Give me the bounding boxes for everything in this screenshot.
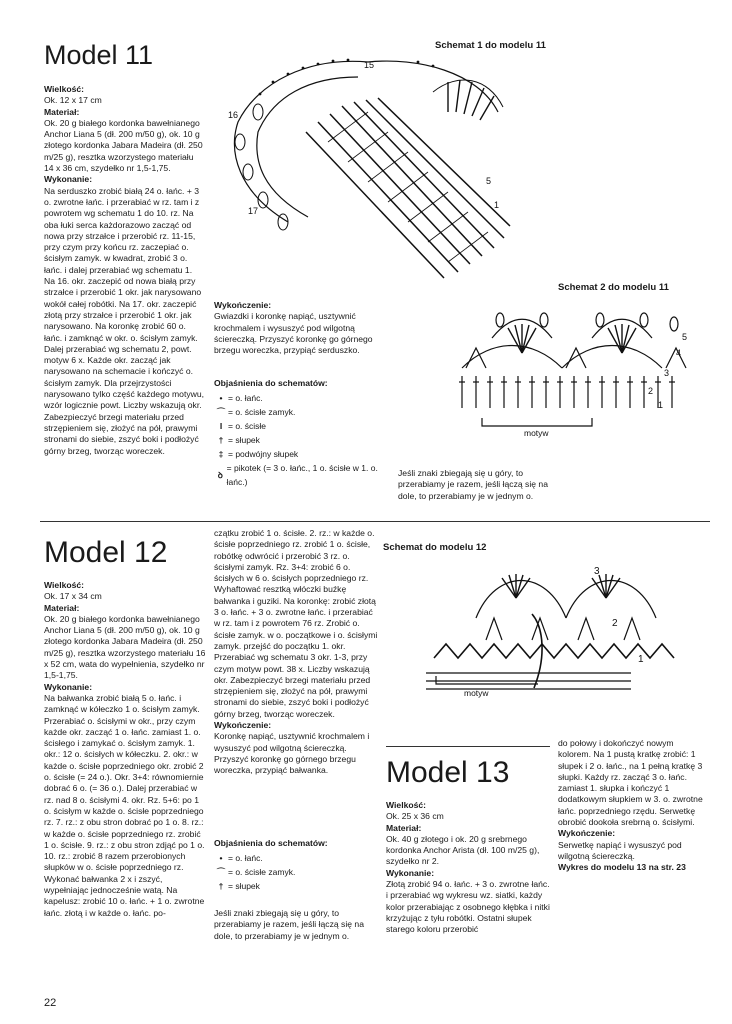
svg-text:16: 16 [228,110,239,120]
section-heading: Materiał: [386,822,422,833]
legend-symbol-icon: ‡ [218,449,224,460]
model11-note: Jeśli znaki zbiegają się u góry, to przerabiamy je razem, jeśli łączą się na dole, to przerabiamy je w jednym o. [398,468,548,501]
legend-row [214,865,384,879]
paragraph: Ok. 40 g złotego i ok. 20 g srebrnego kordonka Anchor Arista (dł. 100 m/25 g), szydełko nr 2. [386,833,540,867]
schema12-motyw-label: motyw [464,688,489,698]
model11-instructions [44,84,204,457]
model12-instructions-col2 [214,528,378,777]
section-divider [40,521,710,522]
legend-row [214,879,384,893]
model13-divider [386,746,550,747]
model13-instructions-col2 [558,738,708,874]
model11-title: Model 11 [44,40,154,70]
paragraph: Ok. 20 g białego kordonka bawełnianego Anchor Liana 5 (dł. 200 m/50 g), ok. 10 g złotego kordonka Jabara Madeira (dł. 250 m/25 g), resztka wzorzystego materiału 16 x 52 cm, wata do wypełnienia, szydełko nr 1,5-1,75. [44,613,206,681]
schema2-lace-chart [452,298,702,438]
paragraph: Serwetkę napiąć i wysuszyć pod wilgotną ściereczką. [558,839,682,861]
legend-symbol-icon: • [219,853,223,864]
legend-text: = o. ścisłe zamyk. [228,867,296,878]
model12-note: Jeśli znaki zbiegają się u góry, to przerabiamy je razem, jeśli łączą się na dole, to przerabiamy je w jednym o. [214,908,364,941]
paragraph: Na bałwanka zrobić białą 5 o. łańc. i zamknąć w kółeczko 1 o. ścisłym zamyk. Przerabiać o. ścisłymi w okr., przy czym każde okr. zacząć 1 o. łańc. zamiast 1. o. ścisłego i zamykać o. ścisłym zamyk. 1. okr.: 12 o. ścisłych w kółeczku. 2. okr.: w każde o. ścisłe poprzedniego okr. zrobić 2 o. ścisłe (= 24 o.). Okr. 3+4: równomiernie dobrać 6 o. (= 36 o.). Dalej przerabiać w rz. nad 8 o. ścisłymi 4. okr. Rz. 5+6: po 1 o. ścisłym w każde o. ścisłe poprzedniego rz. 7. rz.: z obu stron dobrać po 1 o. 8. rz.: w każde o. ścisłe poprzedniego rz. zrobić 1 o. ścisłe. 9. rz.: z obu stron zdjąć po 1 o. 10. rz.: zrobić 8 razem przerobionych słupków w o. ścisłe poprzedniego rz. Wykonać bałwanka 2 x i zszyć, wypełniając jednocześnie watą. Na kapelusz: zrobić 10 o. łańc. + 1 o. zwrotne łańc. złotą i w każde o. łańc. po- [44,692,205,918]
section-heading: Wielkość: [44,580,85,590]
legend-symbol-icon: • [219,393,223,404]
model11-legend [214,378,384,489]
legend-text: = o. łańc. [228,393,263,404]
model12-legend-head: Objaśnienia do schematów: [214,838,328,848]
paragraph: Ok. 25 x 36 cm [386,811,444,822]
svg-text:1: 1 [658,400,664,410]
schema12-caption: Schemat do modelu 12 [383,542,487,553]
svg-text:17: 17 [248,206,259,216]
svg-text:15: 15 [364,60,375,70]
svg-text:1: 1 [638,654,644,665]
model12-instructions [44,580,206,919]
section-heading: Materiał: [44,106,80,117]
legend-symbol-icon: † [218,881,224,892]
section-heading: Wielkość: [386,800,427,810]
paragraph: Ok. 20 g białego kordonka bawełnianego Anchor Liana 5 (dł. 200 m/50 g), ok. 10 g złotego kordonka Jabara Madeira (dł. 250 m/25 g), resztka wzorzystego materiału 14 x 36 cm, szydełko nr 1,5-1,75. [44,117,203,174]
legend-row [214,447,384,461]
legend-row [214,461,384,489]
section-heading: Wykończenie: [558,828,616,839]
paragraph: do połowy i dokończyć nowym kolorem. Na 1 pustą kratkę zrobić: 1 słupek i 2 o. łańc., na 1 pełną kratkę 3 słupki. Każdy rz. zacząć 3 o. łańc. zamiast 1. słupka i kończyć 1 dodatkowym słupkiem w 3. o. zwrotne łańc. poprzedniego rzędu. Serwetkę obrobić dookoła srebrną o. ścisłymi. [558,738,703,828]
legend-symbol-icon: ⌒ [216,867,226,878]
schema1-heart-chart [218,52,518,292]
section-heading: Wykres do modelu 13 na str. 23 [558,862,686,873]
svg-text:1: 1 [494,200,500,210]
paragraph: czątku zrobić 1 o. ścisłe. 2. rz.: w każde o. ścisłe poprzedniego rz. zrobić 1 o. ścisłe, robótkę odwrócić i przerobić 3 rz. o. ścisłymi zamyk. Rz. 3+4: zrobić 6 o. ścisłych w 6 o. ścisłych poprzedniego rz. Wyhaftować resztką włóczki buźkę bałwanka i guziki. Na koronkę: zrobić złotą 3 o. łańc. + 3 o. zwrotne łańc. i przerabiać w rz. tam i z powrotem 76 rz. Zrobić o. ścisłe zamyk. w o. początkowe i o. ścisłymi zamyk. przejść do początku 1. okr. Przerabiać wg schematu 3 okr. 1-3, przy czym motyw powt. 38 x. Liczby wskazują okr. Zabezpieczyć brzegi materiału przed strzępieniem się, złożyć na pół, prawymi stronami do siebie, zszyć boki i podłożyć górny brzeg, tworząc woreczek. [214,528,378,719]
section-heading: Wykonanie: [44,681,93,692]
model11-finish-text: Gwiazdki i koronkę napiąć, usztywnić krochmalem i wysuszyć pod wilgotną ściereczką. Przyszyć koronkę go górnego brzegu woreczka, przypiąć serduszko. [214,311,373,356]
section-heading: Wielkość: [44,84,85,94]
section-heading: Wykonanie: [44,174,93,185]
model11-finish [214,300,382,356]
paragraph: Koronkę napiąć, usztywnić krochmalem i wysuszyć pod wilgotną ściereczką. Przyszyć koronkę go górnego brzegu woreczka, przypiąć bałwanka. [214,731,370,776]
section-heading: Wykończenie: [214,720,272,731]
paragraph: Złotą zrobić 94 o. łańc. + 3 o. zwrotne łańc. i przerabiać wg wykresu wz. siatki, każdy kolor przerabiając z osobnego kłębka i nitki krzyżując z tyłu robótki. Ostatni słupek starego koloru przerobić [386,879,550,935]
legend-text: = podwójny słupek [228,449,299,460]
legend-row [214,405,384,419]
legend-text: = słupek [228,881,260,892]
model13-instructions [386,800,550,936]
section-heading: Materiał: [44,602,80,613]
legend-text: = o. łańc. [228,853,263,864]
svg-text:2: 2 [612,618,618,629]
svg-text:3: 3 [594,566,600,577]
legend-symbol-icon: I [219,421,223,432]
svg-text:5: 5 [682,332,688,342]
legend-text: = o. ścisłe zamyk. [228,407,296,418]
svg-text:3: 3 [664,368,670,378]
legend-row [214,391,384,405]
schema2-motyw-label: motyw [524,428,549,438]
legend-row [214,419,384,433]
model11-finish-head: Wykończenie: [214,300,272,310]
model11-legend-head: Objaśnienia do schematów: [214,378,328,388]
model12-legend [214,838,384,893]
svg-text:4: 4 [676,348,682,358]
legend-text: = pikotek (= 3 o. łańc., 1 o. ścisłe w 1. o. łańc.) [226,463,378,488]
schema2-caption: Schemat 2 do modelu 11 [558,282,669,293]
paragraph: Ok. 12 x 17 cm [44,95,102,106]
schema1-caption: Schemat 1 do modelu 11 [435,40,546,51]
section-heading: Wykonanie: [386,867,435,878]
legend-row [214,851,384,865]
model12-title: Model 12 [44,536,168,569]
legend-symbol-icon: ⌒ [216,407,226,418]
page-number: 22 [44,997,57,1009]
legend-row [214,433,384,447]
paragraph: Na serduszko zrobić białą 24 o. łańc. + 3 o. zwrotne łańc. i przerabiać w rz. tam i z powrotem wg schematu 1 do 10. rz. Na oba łuki serca każdorazowo zacząć od nowa przy strzałce i przerobić rz. 11-15, przy czym przy końcu rz. zaczepiać o. ścisłym zamyk. w kwadrat, zrobić 3 o. łańc. i dalej przerabiać wg schematu 1. Na 16. okr. zaczepić od nowa białą przy strzałce i przerobić 1 okr. jak narysowano wokół całej robótki. Na 17. okr. zaczepić złotą przy strzałce i przerobić 1 okr. jak narysowano. Na koronkę zrobić 60 o. łańc. i zamknąć w okr. o. ścisłym zamyk. Dalej przerabiać wg schematu 2, powt. motyw 6 x. Każde okr. zacząć jak narysowano na schemacie i kończyć o. ścisłym zamyk. Dla przejrzystości narysowano tylko część każdego motywu, wzór logicznie powt. Liczby wskazują okr. Zabezpieczyć brzegi materiału przed strzępieniem się, złożyć na pół, prawymi stronami do siebie, zszyć boki i podłożyć górny brzeg, tworząc woreczek. [44,185,205,456]
svg-text:5: 5 [486,176,492,186]
paragraph: Ok. 17 x 34 cm [44,591,102,602]
svg-text:2: 2 [648,386,654,396]
legend-symbol-icon: † [218,435,224,446]
schema12-lace-chart [416,558,686,698]
legend-symbol-icon: ꝺ [217,470,223,481]
legend-text: = słupek [228,435,260,446]
model13-title: Model 13 [386,756,510,789]
legend-text: = o. ścisłe [228,421,267,432]
